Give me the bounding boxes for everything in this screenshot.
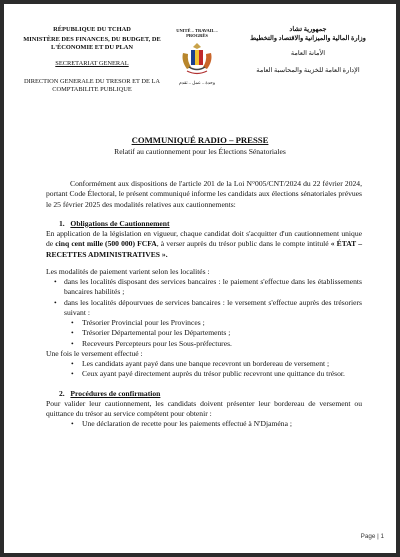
payment-list <box>46 277 362 318</box>
document-body <box>46 179 362 430</box>
section2-number: 2. <box>59 388 65 398</box>
document-subtitle: Relatif au cautionnement pour les Élections Sénatoriales <box>114 147 286 156</box>
section1-text-b: , à verser auprès du trésor public dans le compte intitulé <box>156 239 331 249</box>
direction-fr: DIRECTION GENERALE DU TRESOR ET DE LA COMPTABILITE PUBLIQUE <box>23 78 161 93</box>
country-name-ar: جمهورية تشاد <box>289 26 327 33</box>
section2-heading <box>59 389 362 399</box>
section1-text-a: En application de la législation en vigueur, chaque candidat doit s'acquitter d'un cautionnement unique de <box>46 229 362 249</box>
coat-of-arms-icon <box>177 41 217 77</box>
list-item: • Une déclaration de recette pour les paiements effectué à N'Djaména ; <box>46 419 362 429</box>
section2-paragraph: Pour valider leur cautionnement, les candidats doivent présenter leur bordereau de versement ou quittance du trésor au service compétent pour obtenir : <box>46 398 362 418</box>
list-item: • Trésorier Départemental pour les Départements ; <box>46 328 362 338</box>
header-right <box>228 26 388 76</box>
header-center <box>167 28 227 86</box>
after-payment-list <box>46 359 362 380</box>
list-item: • Receveurs Percepteurs pour les Sous-préfectures. <box>46 339 362 349</box>
ministry-name-fr: MINISTÈRE DES FINANCES, DU BUDGET, DE L'ÉCONOMIE ET DU PLAN <box>23 36 161 51</box>
intro-paragraph: Conformément aux dispositions de l'article 201 de la Loi N°005/CNT/2024 du 22 février 2024, portant Code Électoral, le présent communiqué informe les candidats aux élections sénatoriales prévues le 25 février 2025 des modalités relatives aux cautionnements: <box>46 179 362 209</box>
country-name-fr: RÉPUBLIQUE DU TCHAD <box>53 26 131 33</box>
section1-heading <box>59 219 362 229</box>
payment-intro: Les modalités de paiement varient selon les localités : <box>46 266 210 276</box>
secretariat-fr: SECRETARIAT GENERAL <box>55 60 129 67</box>
ministry-name-ar: وزارة المالية والميزانية والاقتصاد والتخطيط <box>250 34 366 42</box>
confirmation-list <box>46 419 362 429</box>
list-item: • dans les localités disposant des services bancaires : le paiement s'effectue dans les établissements bancaires habilités ; <box>46 277 362 298</box>
section2-title: Procédures de confirmation <box>70 388 161 398</box>
section1-paragraph <box>46 229 362 260</box>
section1-number: 1. <box>59 218 65 228</box>
document-page <box>4 4 396 553</box>
secretariat-ar: الأمانة العامة <box>290 49 326 57</box>
page-number: Page | 1 <box>360 533 384 540</box>
list-item: • dans les localités dépourvues de services bancaires : le versement s'effectue auprès des trésoriers suivant : <box>46 298 362 319</box>
motto-fr: UNITÉ – TRAVAIL – PROGRÈS <box>176 28 218 38</box>
bond-amount: cinq cent mille (500 000) FCFA <box>55 239 157 249</box>
motto-ar: وحدة – عمل – تقدم <box>178 80 216 85</box>
list-item: • Ceux ayant payé directement auprès du trésor public recevront une quittance du trésor. <box>46 369 362 379</box>
account-name: « ÉTAT – RECETTES ADMINISTRATIVES ». <box>46 239 362 259</box>
header-left <box>12 26 172 94</box>
section1-title: Obligations de Cautionnement <box>70 218 170 228</box>
treasurer-list <box>46 318 362 349</box>
document-title: COMMUNIQUÉ RADIO – PRESSE <box>131 135 269 145</box>
list-item: • Trésorier Provincial pour les Provinces ; <box>46 318 362 328</box>
list-item: • Les candidats ayant payé dans une banque recevront un bordereau de versement ; <box>46 359 362 369</box>
direction-ar: الإدارة العامة للخزينة والمحاسبة العامة <box>256 66 360 74</box>
after-payment-intro: Une fois le versement effectué : <box>46 348 143 358</box>
